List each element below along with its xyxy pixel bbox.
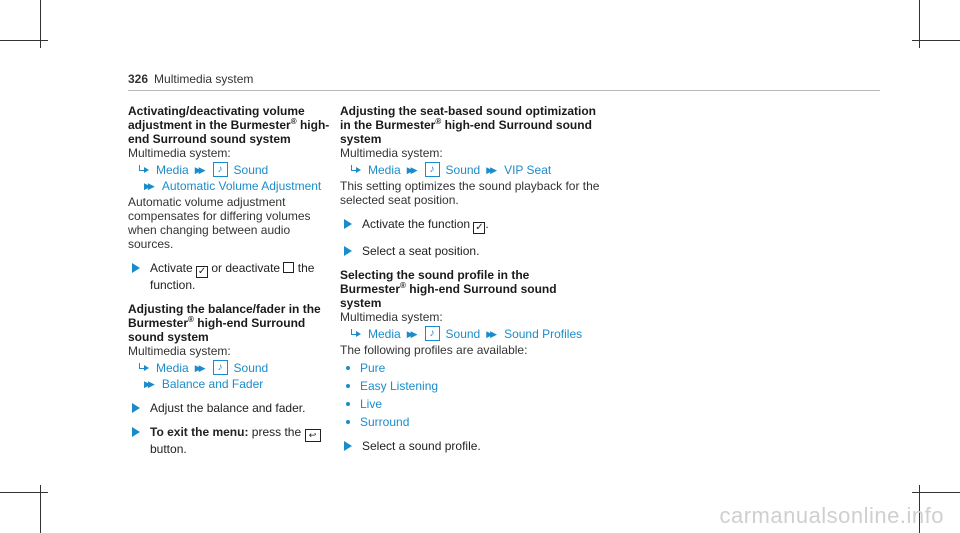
menu-path — [128, 162, 333, 177]
column-right — [340, 104, 610, 453]
menu-arrow-icon — [350, 165, 362, 175]
instruction-step: Activate ✓ or deactivate the function. — [128, 261, 333, 292]
menu-label: Multimedia system: — [128, 344, 231, 358]
list-item[interactable]: Easy Listening — [340, 379, 610, 393]
menu-label: Multimedia system: — [340, 310, 443, 324]
music-note-icon: ♪ — [425, 326, 440, 341]
heading-balance-fader: Adjusting the balance/fader in the Burmester® high-end Surround sound system — [128, 302, 321, 344]
music-note-icon: ♪ — [213, 162, 228, 177]
instruction-step: Select a sound profile. — [340, 439, 610, 453]
menu-label: Multimedia system: — [340, 146, 443, 160]
step-arrow-icon — [132, 403, 140, 413]
double-chevron-icon: ▶▶ — [144, 181, 152, 191]
step-arrow-icon — [132, 263, 140, 273]
paragraph: The following profiles are available: — [340, 343, 528, 357]
menu-label: Multimedia system: — [128, 146, 231, 160]
crop-mark — [0, 40, 48, 41]
page-header — [128, 72, 253, 86]
double-chevron-icon: ▶▶ — [406, 164, 415, 175]
double-chevron-icon: ▶▶ — [486, 328, 495, 339]
instruction-step: Adjust the balance and fader. — [128, 401, 333, 415]
back-icon: ↩ — [305, 429, 321, 442]
heading-sound-profile: Selecting the sound profile in the Burmester® high-end Surround sound system — [340, 268, 557, 310]
double-chevron-icon: ▶▶ — [406, 328, 415, 339]
music-note-icon: ♪ — [425, 162, 440, 177]
instruction-step: Activate the function ✓ . — [340, 217, 610, 234]
paragraph: Automatic volume adjustment compensates for differing volumes when changing between audio sources. — [128, 195, 311, 251]
bullet-icon — [346, 384, 350, 388]
double-chevron-icon: ▶▶ — [144, 379, 152, 389]
heading-seat-optimization: Adjusting the seat-based sound optimization in the Burmester® high-end Surround sound system — [340, 104, 597, 146]
menu-item-media[interactable]: Media — [156, 360, 189, 375]
step-arrow-icon — [344, 246, 352, 256]
menu-path-sub — [128, 179, 333, 193]
menu-item-sound[interactable]: Sound — [233, 360, 269, 375]
list-item[interactable]: Surround — [340, 415, 610, 429]
menu-path — [340, 326, 610, 341]
header-divider — [128, 90, 880, 91]
menu-item-balance-fader[interactable]: Balance and Fader — [161, 377, 264, 391]
menu-item-vip-seat[interactable]: VIP Seat — [504, 162, 552, 177]
list-item[interactable]: Live — [340, 397, 610, 411]
menu-path-sub — [128, 377, 333, 391]
double-chevron-icon: ▶▶ — [486, 164, 495, 175]
page-number: 326 — [128, 72, 149, 86]
crop-mark — [912, 40, 960, 41]
menu-item-sound[interactable]: Sound — [233, 162, 269, 177]
instruction-step: Select a seat position. — [340, 244, 610, 258]
double-chevron-icon: ▶▶ — [194, 164, 203, 175]
instruction-step: To exit the menu: press the ↩ button. — [128, 425, 333, 456]
menu-item-automatic-volume[interactable]: Automatic Volume Adjustment — [161, 179, 322, 193]
crop-mark — [0, 492, 48, 493]
heading-volume-adjustment: Activating/deactivating volume adjustment in the Burmester® high-end Surround sound system — [128, 104, 330, 146]
double-chevron-icon: ▶▶ — [194, 362, 203, 373]
section-title: Multimedia system — [154, 72, 254, 86]
bullet-icon — [346, 402, 350, 406]
checkbox-checked-icon: ✓ — [475, 222, 484, 233]
menu-item-media[interactable]: Media — [368, 162, 401, 177]
crop-mark — [912, 492, 960, 493]
menu-arrow-icon — [350, 329, 362, 339]
step-arrow-icon — [344, 219, 352, 229]
menu-item-sound[interactable]: Sound — [445, 162, 481, 177]
column-left — [128, 104, 333, 456]
menu-item-sound-profiles[interactable]: Sound Profiles — [504, 326, 583, 341]
checkbox-checked-icon: ✓ — [197, 266, 207, 277]
menu-arrow-icon — [138, 363, 150, 373]
watermark: carmanualsonline.info — [719, 503, 944, 528]
menu-arrow-icon — [138, 165, 150, 175]
list-item[interactable]: Pure — [340, 361, 610, 375]
menu-path — [340, 162, 610, 177]
step-arrow-icon — [344, 441, 352, 451]
checkbox-empty-icon — [283, 262, 294, 273]
bullet-icon — [346, 420, 350, 424]
menu-item-sound[interactable]: Sound — [445, 326, 481, 341]
music-note-icon: ♪ — [213, 360, 228, 375]
bullet-icon — [346, 366, 350, 370]
paragraph: This setting optimizes the sound playback for the selected seat position. — [340, 179, 600, 207]
profile-list — [340, 361, 610, 429]
menu-item-media[interactable]: Media — [156, 162, 189, 177]
step-arrow-icon — [132, 427, 140, 437]
menu-path — [128, 360, 333, 375]
menu-item-media[interactable]: Media — [368, 326, 401, 341]
